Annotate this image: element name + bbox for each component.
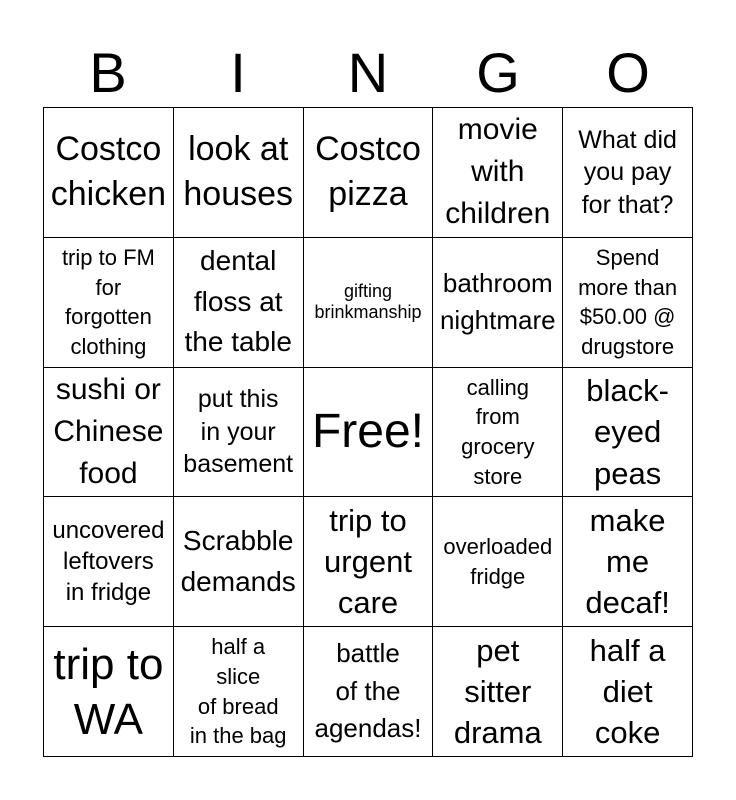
- cell-text: gifting brinkmanship: [314, 280, 422, 323]
- bingo-cell-r5c5[interactable]: [563, 627, 693, 757]
- bingo-cell-r1c2[interactable]: [174, 108, 304, 238]
- cell-text: trip to WA: [53, 639, 164, 744]
- bingo-cell-r5c4[interactable]: [433, 627, 563, 757]
- bingo-board: [43, 107, 693, 757]
- bingo-cell-r4c3[interactable]: [304, 497, 434, 627]
- bingo-cell-r4c4[interactable]: [433, 497, 563, 627]
- bingo-cell-r3c5[interactable]: [563, 368, 693, 498]
- cell-text: half a slice of bread in the bag: [189, 634, 287, 749]
- bingo-cell-r2c1[interactable]: [44, 238, 174, 368]
- cell-text: Costco pizza: [315, 129, 421, 214]
- cell-text: uncovered leftovers in fridge: [52, 517, 165, 607]
- cell-text: black- eyed peas: [586, 373, 669, 491]
- free-space-text: Free!: [311, 404, 424, 458]
- cell-text: look at houses: [183, 129, 294, 214]
- cell-text: What did you pay for that?: [578, 125, 677, 219]
- cell-text: bathroom nightmare: [439, 267, 556, 336]
- cell-text: put this in your basement: [183, 385, 294, 479]
- bingo-cell-r3c1[interactable]: [44, 368, 174, 498]
- bingo-cell-r2c4[interactable]: [433, 238, 563, 368]
- cell-text: make me decaf!: [585, 502, 670, 621]
- cell-text: sushi or Chinese food: [53, 372, 164, 490]
- bingo-cell-r1c1[interactable]: [44, 108, 174, 238]
- cell-text: dental floss at the table: [184, 245, 292, 358]
- bingo-cell-r2c5[interactable]: [563, 238, 693, 368]
- bingo-cell-r4c1[interactable]: [44, 497, 174, 627]
- bingo-header: [43, 38, 693, 108]
- header-letter-b: B: [89, 41, 127, 104]
- header-letter-g: G: [476, 41, 520, 104]
- cell-text: movie with children: [445, 113, 551, 231]
- bingo-cell-r5c3[interactable]: [304, 627, 434, 757]
- bingo-cell-r3c4[interactable]: [433, 368, 563, 498]
- header-letter-n: N: [347, 41, 389, 104]
- bingo-cell-r1c4[interactable]: [433, 108, 563, 238]
- bingo-cell-r4c2[interactable]: [174, 497, 304, 627]
- bingo-cell-r2c2[interactable]: [174, 238, 304, 368]
- header-letter-o: O: [606, 41, 650, 104]
- bingo-cell-r1c5[interactable]: [563, 108, 693, 238]
- cell-text: battle of the agendas!: [314, 638, 422, 744]
- cell-text: overloaded fridge: [443, 534, 553, 589]
- header-letter-i: I: [230, 41, 246, 104]
- cell-text: Spend more than $50.00 @ drugstore: [578, 244, 678, 359]
- cell-text: trip to urgent care: [324, 502, 412, 621]
- cell-text: Costco chicken: [50, 129, 167, 214]
- cell-text: half a diet coke: [589, 632, 666, 751]
- bingo-cell-r3c2[interactable]: [174, 368, 304, 498]
- bingo-cell-r2c3[interactable]: [304, 238, 434, 368]
- cell-text: Scrabble demands: [180, 525, 296, 597]
- bingo-cell-r3c3-free[interactable]: [304, 368, 434, 498]
- bingo-cell-r5c1[interactable]: [44, 627, 174, 757]
- cell-text: pet sitter drama: [453, 632, 542, 751]
- bingo-cell-r4c5[interactable]: [563, 497, 693, 627]
- bingo-cell-r1c3[interactable]: [304, 108, 434, 238]
- cell-text: trip to FM for forgotten clothing: [61, 244, 155, 359]
- cell-text: calling from grocery store: [461, 374, 535, 489]
- bingo-cell-r5c2[interactable]: [174, 627, 304, 757]
